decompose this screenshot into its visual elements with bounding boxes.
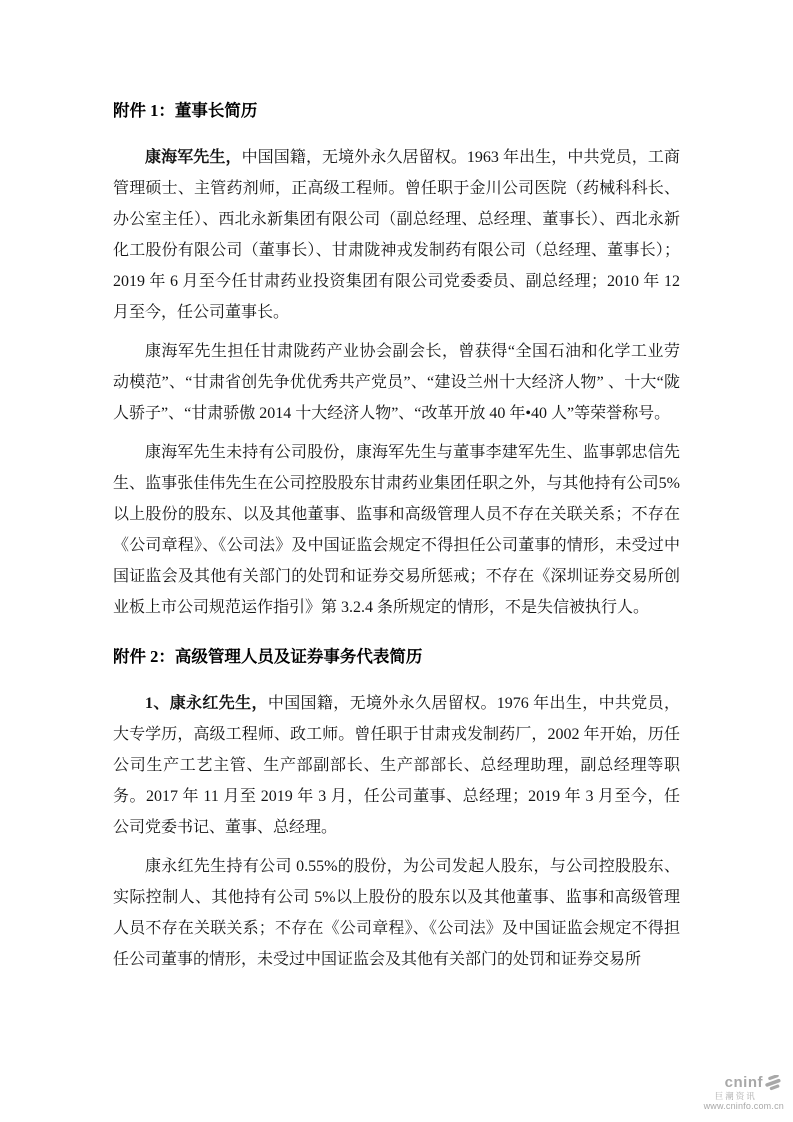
attachment-1-heading: 附件 1：董事长简历 xyxy=(113,101,258,120)
chairman-resume-paragraph xyxy=(113,142,680,328)
paragraph-text: 康海军先生未持有公司股份，康海军先生与董事李建军先生、监事郭忠信先生、监事张佳伟先生在公司控股股东甘肃药业集团任职之外，与其他持有公司5%以上股份的股东、以及其他董事、监事和高级管理人员不存在关联关系；不存在《公司章程》、《公司法》及中国证监会规定不得担任公司董事的情形，未受过中国证监会及其他有关部门的处罚和证券交易所惩戒；不存在《深圳证券交易所创业板上市公司规范运作指引》第 3.2.4 条所规定的情形，不是失信被执行人。 xyxy=(113,444,680,616)
attachment-2-heading: 附件 2：高级管理人员及证券事务代表简历 xyxy=(113,647,423,666)
paragraph-text: 康永红先生持有公司 0.55%的股份，为公司发起人股东，与公司控股股东、实际控制人、其他持有公司 5%以上股份的股东以及其他董事、监事和高级管理人员不存在关联关系；不存在《公司章程》、《公司法》及中国证监会规定不得担任公司董事的情形，未受过中国证监会及其他有关部门的处罚和证券交易所 xyxy=(113,858,680,968)
manager-resume-paragraph xyxy=(113,688,680,843)
cninfo-logo-row xyxy=(704,1075,782,1091)
cninfo-swirl-icon xyxy=(764,1075,782,1091)
cninfo-logo-url: www.cninfo.com.cn xyxy=(703,1101,784,1111)
manager-shareholding-paragraph xyxy=(113,851,680,975)
document-content xyxy=(113,0,680,983)
paragraph-lead: 1、康永红先生， xyxy=(145,695,268,712)
cninfo-logo-chinese: 巨潮资讯 xyxy=(714,1090,757,1101)
paragraph-text: 中国国籍，无境外永久居留权。1963 年出生，中共党员，工商管理硕士、主管药剂师，正高级工程师。曾任职于金川公司医院（药械科科长、办公室主任）、西北永新集团有限公司（副总经理、总经理、董事长）、西北永新化工股份有限公司（董事长）、甘肃陇神戎发制药有限公司（总经理、董事长）；2019 年 6 月至今任甘肃药业投资集团有限公司党委委员、副总经理；2010 年 12 月至今，任公司董事长。 xyxy=(113,149,680,321)
chairman-honors-paragraph xyxy=(113,336,680,429)
cninfo-logo xyxy=(704,1075,784,1112)
paragraph-lead: 康海军先生， xyxy=(145,149,242,166)
paragraph-text: 中国国籍，无境外永久居留权。1976 年出生，中共党员，大专学历，高级工程师、政工师。曾任职于甘肃戎发制药厂，2002 年开始，历任公司生产工艺主管、生产部副部长、生产部部长、总经理助理，副总经理等职务。2017 年 11 月至 2019 年 3 月，任公司董事、总经理；2019 年 3 月至今，任公司党委书记、董事、总经理。 xyxy=(113,695,680,836)
chairman-shareholding-paragraph xyxy=(113,437,680,623)
cninfo-logo-text: cninf xyxy=(724,1074,763,1091)
paragraph-text: 康海军先生担任甘肃陇药产业协会副会长，曾获得“全国石油和化学工业劳动模范”、“甘肃省创先争优优秀共产党员”、“建设兰州十大经济人物” 、十大“陇人骄子”、“甘肃骄傲 2014 十大经济人物”、“改革开放 40 年•40 人”等荣誉称号。 xyxy=(113,343,680,422)
